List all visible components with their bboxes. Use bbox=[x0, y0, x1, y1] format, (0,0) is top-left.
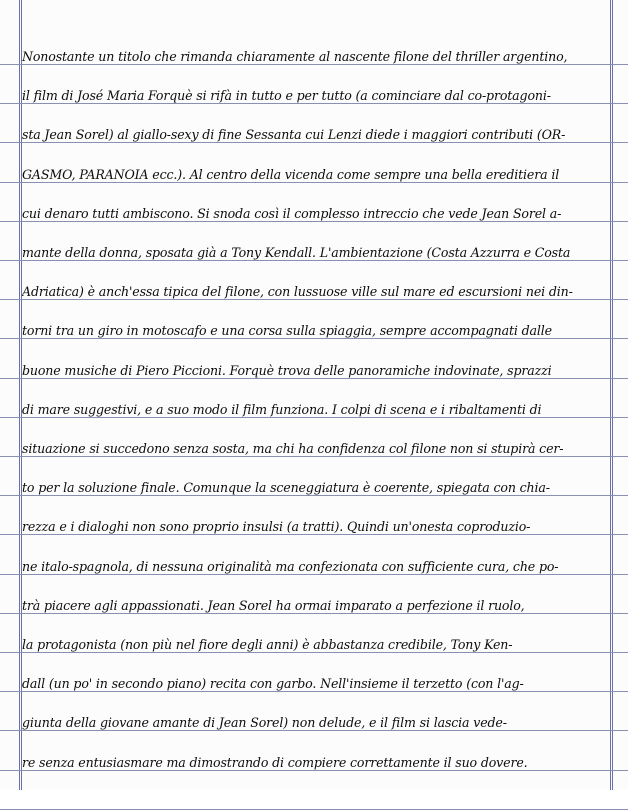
right-margin-line-inner bbox=[612, 0, 613, 790]
text-line: Adriatica) è anch'essa tipica del filone, con lussuose ville sul mare ed escursioni nei din- bbox=[22, 284, 573, 300]
text-line: la protagonista (non più nel fiore degli anni) è abbastanza credibile, Tony Ken- bbox=[22, 637, 513, 652]
left-margin-line bbox=[19, 0, 20, 790]
left-margin-line-inner bbox=[21, 0, 22, 790]
text-line: buone musiche di Piero Piccioni. Forquè trova delle panoramiche indovinate, sprazzi bbox=[22, 362, 552, 378]
right-margin-line bbox=[610, 0, 611, 790]
text-line: di mare suggestivi, e a suo modo il film funziona. I colpi di scena e i ribaltamenti di bbox=[22, 401, 542, 417]
text-line: dall (un po' in secondo piano) recita con garbo. Nell'insieme il terzetto (con l'ag- bbox=[22, 676, 524, 692]
text-line: to per la soluzione finale. Comunque la sceneggiatura è coerente, spiegata con chia- bbox=[22, 480, 550, 496]
text-line: GASMO, PARANOIA ecc.). Al centro della vicenda come sempre una bella ereditiera il bbox=[22, 166, 560, 182]
text-line: sta Jean Sorel) al giallo-sexy di fine Sessanta cui Lenzi diede i maggiori contributi (OR- bbox=[22, 127, 566, 143]
text-line: trà piacere agli appassionati. Jean Sorel ha ormai imparato a perfezione il ruolo, bbox=[22, 597, 525, 613]
text-line: cui denaro tutti ambiscono. Si snoda così il complesso intreccio che vede Jean Sorel a- bbox=[22, 205, 562, 221]
text-line: Nonostante un titolo che rimanda chiaramente al nascente filone del thriller argentino, bbox=[22, 49, 568, 64]
text-line: situazione si succedono senza sosta, ma chi ha confidenza col filone non si stupirà cer- bbox=[22, 441, 564, 456]
text-line: torni tra un giro in motoscafo e una corsa sulla spiaggia, sempre accompagnati dalle bbox=[22, 323, 552, 339]
text-line: giunta della giovane amante di Jean Sorel) non delude, e il film si lascia vede- bbox=[22, 715, 507, 731]
text-line: mante della donna, sposata già a Tony Kendall. L'ambientazione (Costa Azzurra e Costa bbox=[22, 245, 571, 260]
text-line: rezza e i dialoghi non sono proprio insulsi (a tratti). Quindi un'onesta coproduzio- bbox=[22, 519, 531, 535]
text-line: re senza entusiasmare ma dimostrando di compiere correttamente il suo dovere. bbox=[22, 754, 528, 770]
text-line: ne italo-spagnola, di nessuna originalità ma confezionata con sufficiente cura, che po- bbox=[22, 558, 559, 574]
text-line: il film di José Maria Forquè si rifà in tutto e per tutto (a cominciare dal co-protagoni- bbox=[22, 88, 551, 104]
